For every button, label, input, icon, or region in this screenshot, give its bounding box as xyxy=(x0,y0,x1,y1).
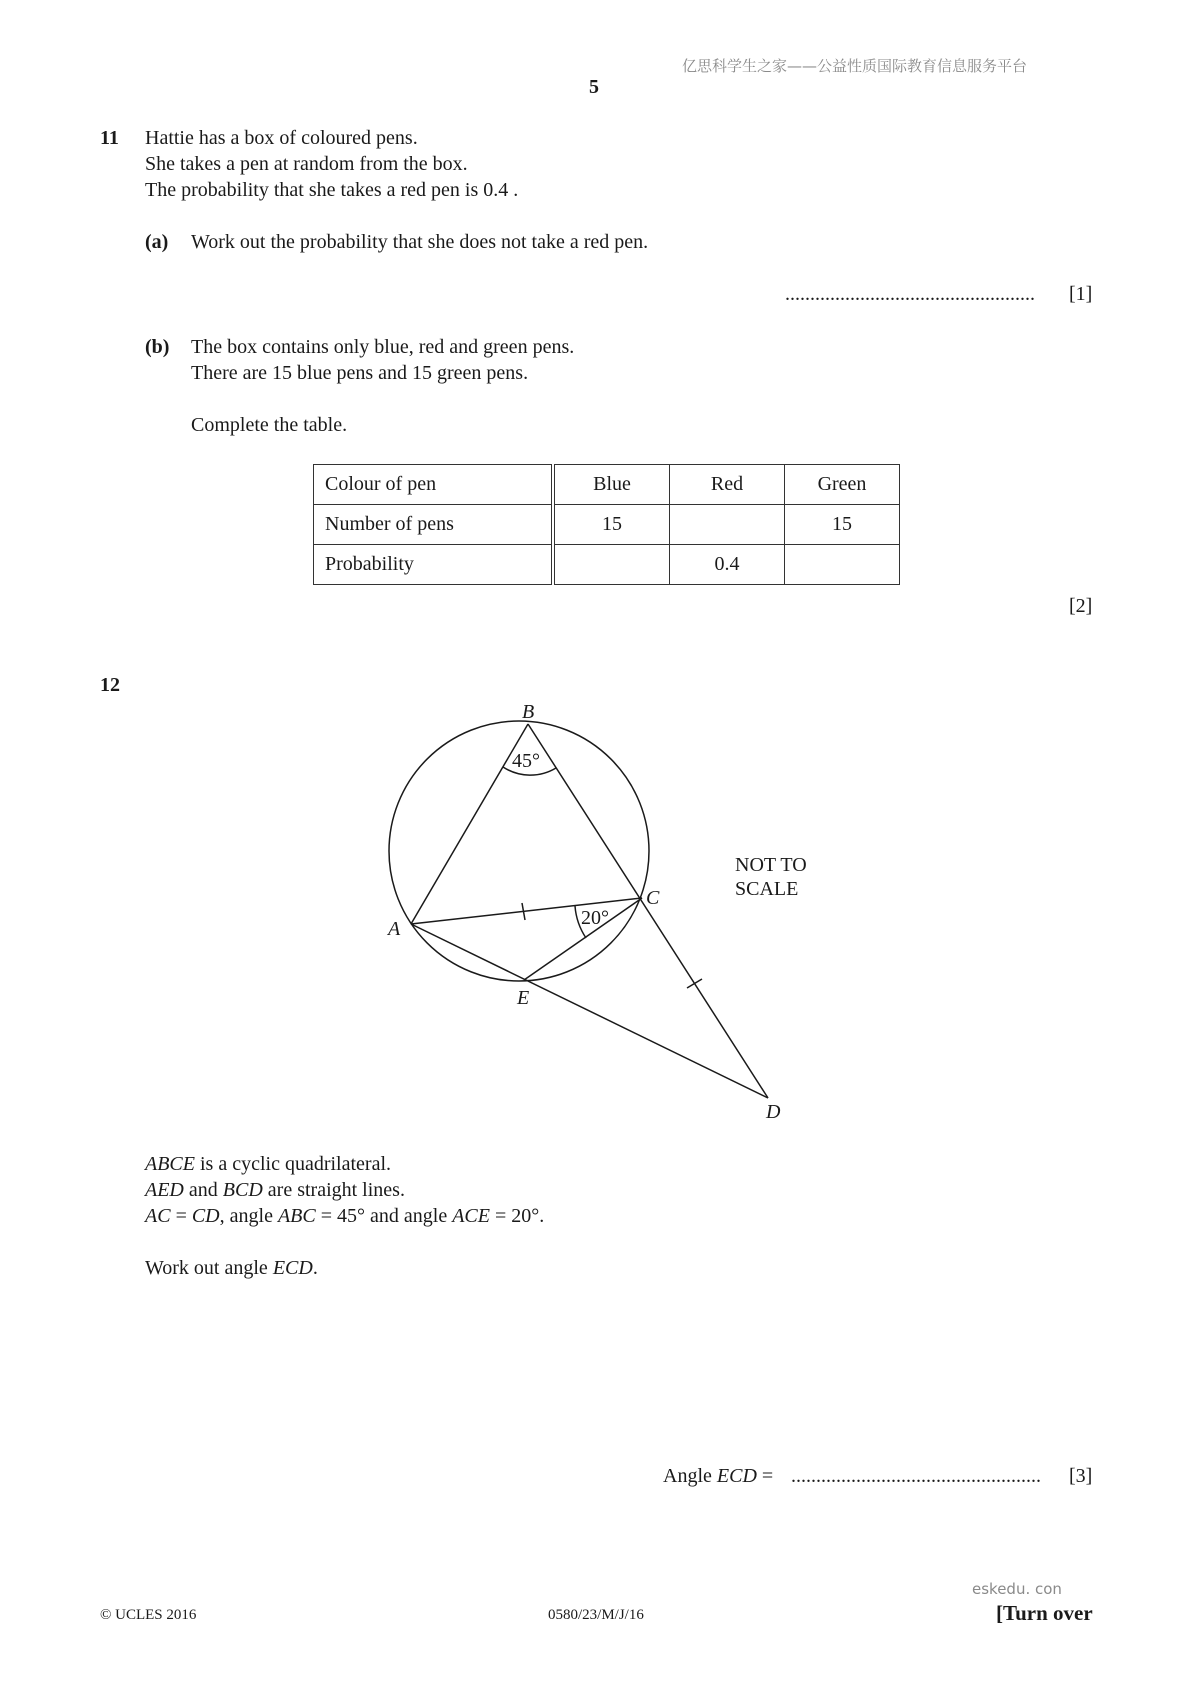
label-a: A xyxy=(388,918,401,940)
header-watermark: 亿思科学生之家——公益性质国际教育信息服务平台 xyxy=(682,57,1028,75)
q11-line-1: Hattie has a box of coloured pens. xyxy=(145,127,418,149)
angle-label-c: 20° xyxy=(581,907,609,929)
q12-statement-2: AED and BCD are straight lines. xyxy=(145,1179,405,1201)
footer-paper-code: 0580/23/M/J/16 xyxy=(548,1607,644,1623)
label-e: E xyxy=(517,987,530,1009)
tick-cd xyxy=(687,979,702,988)
q11b-line-1: The box contains only blue, red and green pens. xyxy=(191,336,575,358)
q11a-answer-line[interactable]: .................................................. xyxy=(785,283,1035,305)
turn-over: [Turn over xyxy=(996,1601,1093,1625)
q11b-marks: [2] xyxy=(1069,595,1093,617)
q12-task: Work out angle ECD. xyxy=(145,1257,318,1279)
label-b: B xyxy=(522,701,535,723)
q11-line-2: She takes a pen at random from the box. xyxy=(145,153,468,175)
q11a-text: Work out the probability that she does not take a red pen. xyxy=(191,231,649,253)
line-ab xyxy=(411,724,528,924)
question-11-number: 11 xyxy=(100,127,119,149)
q11b-line-2: There are 15 blue pens and 15 green pens. xyxy=(191,362,529,384)
table-cell-probability: Probability xyxy=(314,545,554,585)
table-cell-red: Red xyxy=(670,465,785,505)
line-ad xyxy=(411,924,768,1098)
q11a-label: (a) xyxy=(145,231,169,253)
line-bd xyxy=(528,724,768,1098)
q12-statements xyxy=(145,1151,544,1229)
q11a-marks: [1] xyxy=(1069,283,1093,305)
label-c: C xyxy=(646,887,660,909)
q11b-instruction: Complete the table. xyxy=(191,414,348,436)
table-cell-green-count: 15 xyxy=(785,505,900,545)
label-d: D xyxy=(766,1101,781,1123)
q12-answer-line[interactable]: .................................................. xyxy=(791,1465,1041,1487)
footer-site-watermark: eskedu. con xyxy=(972,1580,1062,1598)
table-cell-number-of-pens: Number of pens xyxy=(314,505,554,545)
q11-line-3: The probability that she takes a red pen is 0.4 . xyxy=(145,179,519,201)
q12-answer-label: Angle ECD = xyxy=(663,1465,774,1487)
page-number: 5 xyxy=(589,76,599,98)
q12-statement-1: ABCE is a cyclic quadrilateral. xyxy=(145,1153,392,1175)
q12-statement-3: AC = CD, angle ABC = 45° and angle ACE = 20°. xyxy=(145,1205,545,1227)
q12-marks: [3] xyxy=(1069,1465,1093,1487)
not-to-scale-line-1: NOT TO xyxy=(735,854,807,876)
footer-copyright: © UCLES 2016 xyxy=(100,1607,197,1623)
angle-label-b: 45° xyxy=(512,750,540,772)
table-cell-blue-count: 15 xyxy=(553,505,670,545)
question-12-number: 12 xyxy=(100,674,120,696)
table-cell-blue: Blue xyxy=(553,465,670,505)
not-to-scale-line-2: SCALE xyxy=(735,878,799,900)
q11b-label: (b) xyxy=(145,336,170,358)
table-cell-colour-of-pen: Colour of pen xyxy=(314,465,554,505)
table-cell-green: Green xyxy=(785,465,900,505)
table-cell-red-probability: 0.4 xyxy=(670,545,785,585)
